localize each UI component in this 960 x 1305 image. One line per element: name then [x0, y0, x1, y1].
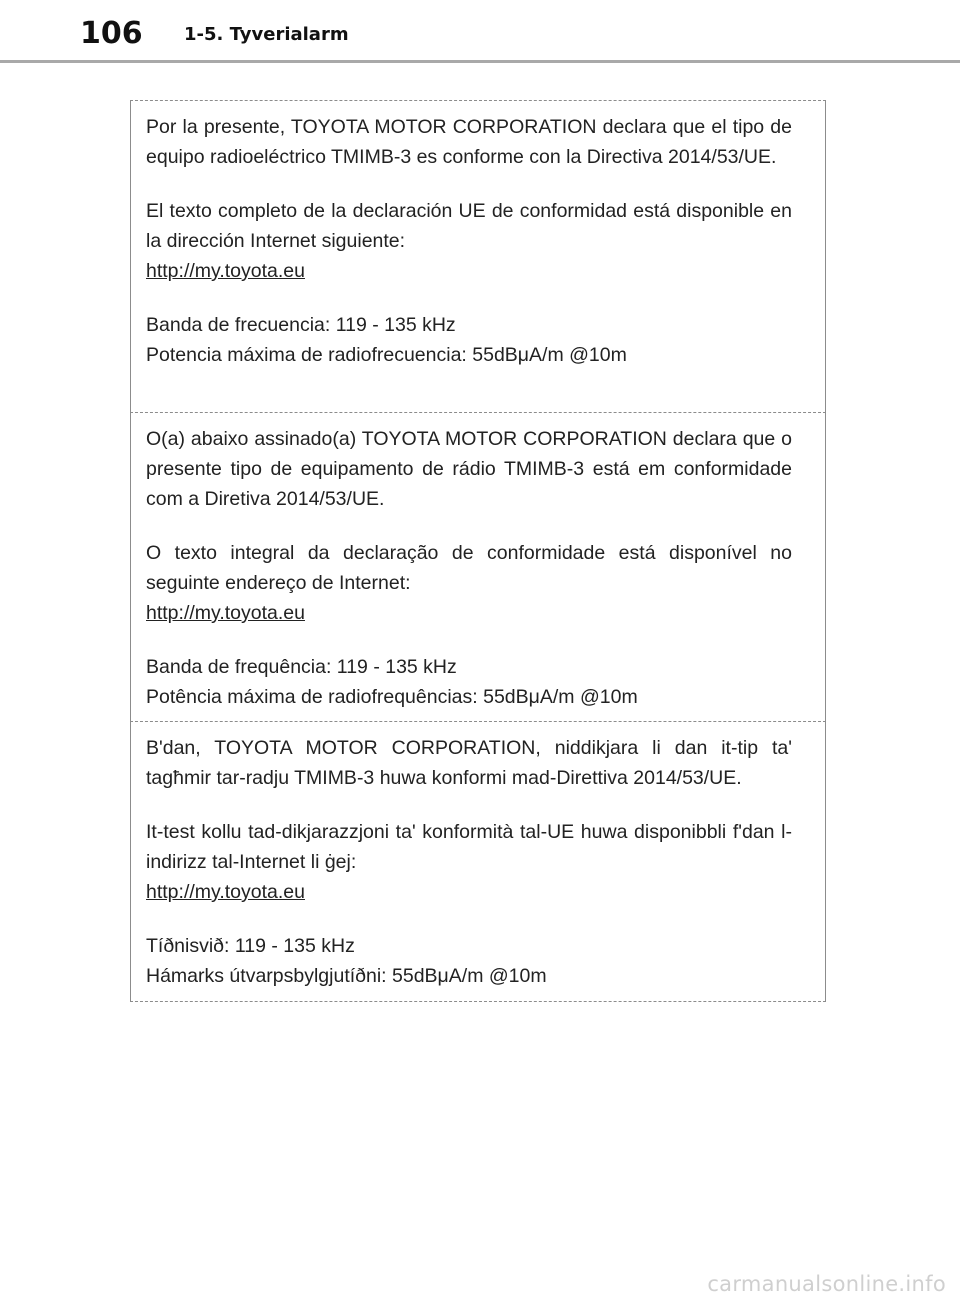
page-header — [0, 0, 960, 64]
declaration-text: Por la presente, TOYOTA MOTOR CORPORATION declara que el tipo de equipo radioeléctrico TMIMB-3 es conforme con la Directiva 2014/53/UE. — [146, 116, 792, 168]
availability-text: O texto integral da declaração de conformidade está disponível no seguinte endereço de Internet: — [146, 542, 792, 594]
watermark: carmanualsonline.info — [707, 1272, 946, 1296]
availability-text: El texto completo de la declaración UE de conformidad está disponible en la dirección Internet siguiente: — [146, 200, 792, 252]
declaration-box-spanish — [130, 100, 826, 412]
frequency-band-text: Banda de frequência: 119 - 135 kHz — [146, 656, 457, 678]
toyota-link[interactable]: http://my.toyota.eu — [146, 881, 305, 903]
max-power-text: Hámarks útvarpsbylgjutíðni: 55dBμA/m @10m — [146, 965, 547, 987]
toyota-link[interactable]: http://my.toyota.eu — [146, 602, 305, 624]
declaration-text: B'dan, TOYOTA MOTOR CORPORATION, niddikjara li dan it-tip ta' tagħmir tar-radju TMIMB-3 huwa konformi mad-Direttiva 2014/53/UE. — [146, 737, 792, 789]
page-number: 106 — [80, 16, 143, 51]
availability-text: It-test kollu tad-dikjarazzjoni ta' konformità tal-UE huwa disponibbli f'dan l-indirizz tal-Internet li ġej: — [146, 821, 792, 873]
declaration-text: O(a) abaixo assinado(a) TOYOTA MOTOR CORPORATION declara que o presente tipo de equipamento de rádio TMIMB-3 está em conformidade com a Diretiva 2014/53/UE. — [146, 428, 792, 510]
max-power-text: Potencia máxima de radiofrecuencia: 55dBμA/m @10m — [146, 344, 627, 366]
toyota-link[interactable]: http://my.toyota.eu — [146, 260, 305, 282]
declaration-box-maltese — [130, 721, 826, 1002]
frequency-band-text: Banda de frecuencia: 119 - 135 kHz — [146, 314, 456, 336]
max-power-text: Potência máxima de radiofrequências: 55dBμA/m @10m — [146, 686, 638, 708]
declaration-box-portuguese — [130, 412, 826, 721]
frequency-band-text: Tíðnisvið: 119 - 135 kHz — [146, 935, 355, 957]
header-divider — [0, 60, 960, 63]
section-title: 1-5. Tyverialarm — [184, 24, 349, 45]
